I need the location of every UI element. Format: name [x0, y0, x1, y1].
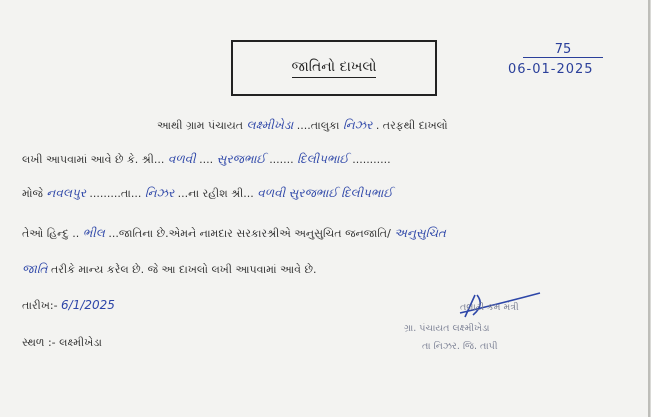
scheduled-category: અનુસુચિત: [394, 226, 446, 240]
village-name: લક્ષ્મીખેડા: [246, 118, 294, 132]
date-label: તારીખ:-: [22, 299, 58, 312]
place-label: સ્થળ :-: [22, 336, 56, 349]
reference-block: [508, 42, 618, 77]
surname: વળવી: [167, 152, 196, 166]
resident-surname: વળવી: [257, 186, 286, 200]
residence-village: નવલપુર: [46, 186, 86, 200]
reference-number: 75: [523, 42, 603, 58]
father-name: દિલીપભાઈ: [297, 152, 349, 166]
caste-name: ભીલ: [82, 226, 105, 240]
signature-stamp-block: [400, 285, 600, 360]
text-line-3: મોજે નવલપુર .........તા... નિઝર ...ના રહીશ શ્રી... વળવી સુરજભાઈ દિલીપભાઈ: [22, 186, 393, 200]
date-line: [22, 298, 115, 313]
place-value: લક્ષ્મીખેડા: [59, 336, 102, 349]
text-line-2: લખી આપવામાં આવે છે કે. શ્રી... વળવી .... સુરજભાઈ ....... દિલીપભાઈ ...........: [22, 152, 391, 166]
taluka-name: નિઝર: [343, 118, 373, 132]
stamp-address: તા નિઝર. જિ. તાપી: [422, 341, 498, 352]
page-title: જાતિનો દાખલો: [292, 59, 377, 78]
category-word: જાતિ: [22, 262, 48, 276]
resident-first-name: સુરજભાઈ: [288, 186, 338, 200]
text-line-5: જાતિ તરીકે માન્ય કરેલ છે. જે આ દાખલો લખી આપવામાં આવે છે.: [22, 262, 317, 276]
stamp-designation: તલાટી કમ મંત્રી: [460, 302, 519, 313]
place-line: [22, 336, 102, 350]
reference-date: 06-01-2025: [508, 62, 594, 77]
title-box: [231, 40, 437, 96]
date-value: 6/1/2025: [61, 298, 115, 312]
text-line-4: તેઓ હિન્દુ .. ભીલ ...જાતિના છે.એમને નામદાર સરકારશ્રીએ અનુસુચિત જનજાતિ/ અનુસુચિત: [22, 226, 446, 240]
stamp-office: ગ્રા. પંચાયત લક્ષ્મીખેડા: [404, 323, 490, 334]
first-name: સુરજભાઈ: [216, 152, 266, 166]
resident-father-name: દિલીપભાઈ: [341, 186, 393, 200]
text-line-1: આથી ગ્રામ પંચાયત લક્ષ્મીખેડા ....તાલુકા નિઝર . તરફથી દાખલો: [157, 118, 448, 132]
residence-taluka: નિઝર: [144, 186, 175, 200]
